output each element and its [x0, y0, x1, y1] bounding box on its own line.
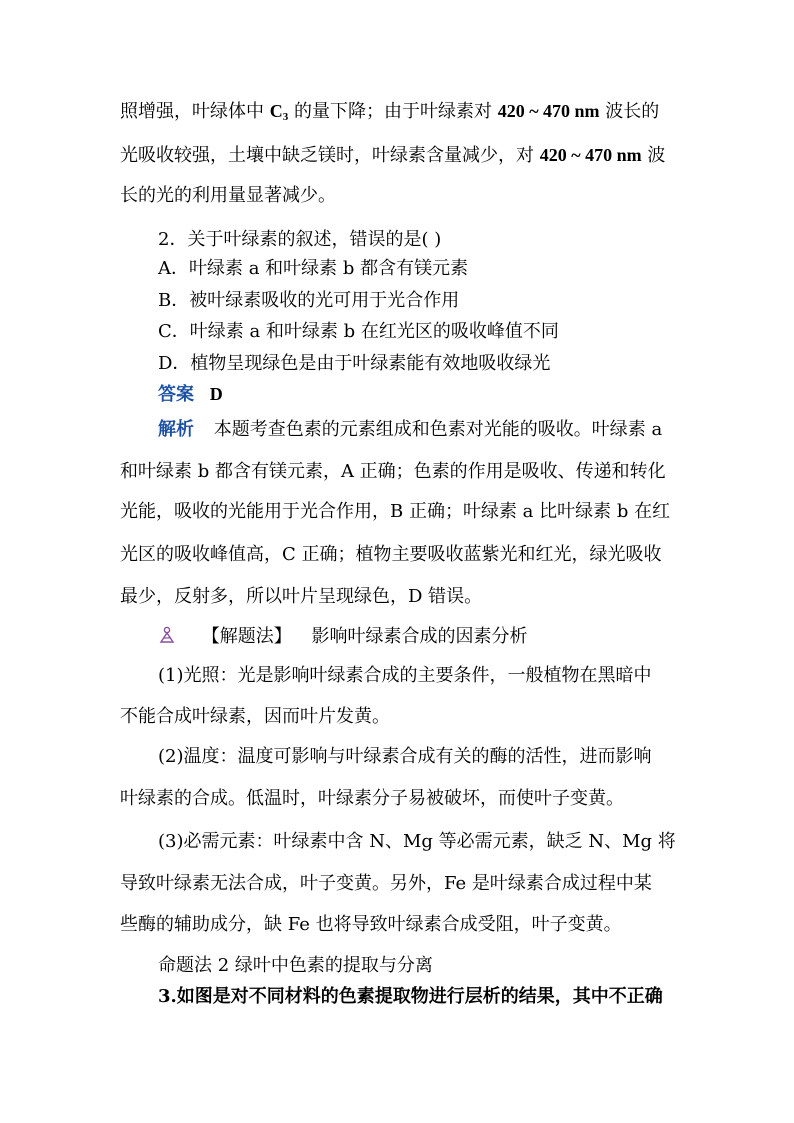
question-3-line: 3.如图是对不同材料的色素提取物进行层析的结果，其中不正确: [158, 986, 663, 1007]
question-2-stem: 2．关于叶绿素的叙述，错误的是( ): [158, 229, 442, 250]
method-icon: [158, 626, 176, 644]
method-p2-line-1: (2)温度：温度可影响与叶绿素合成有关的酶的活性，进而影响: [158, 746, 652, 767]
method-p3-line-1: (3)必需元素：叶绿素中含 N、Mg 等必需元素，缺乏 N、Mg 将: [158, 831, 676, 852]
text: 波: [641, 145, 666, 166]
section-2-title: 命题法 2 绿叶中色素的提取与分离: [158, 955, 433, 976]
method-title: [158, 625, 527, 649]
c3-symbol: C: [269, 101, 283, 121]
analysis-label: 解析: [158, 419, 194, 440]
option-b: B．被叶绿素吸收的光可用于光合作用: [158, 290, 460, 311]
text: 照增强，叶绿体中: [120, 101, 270, 122]
c3-subscript: 3: [282, 111, 289, 123]
analysis-line-2: 和叶绿素 b 都含有镁元素，A 正确；色素的作用是吸收、传递和转化: [120, 461, 666, 482]
option-a: A．叶绿素 a 和叶绿素 b 都含有镁元素: [158, 258, 469, 279]
method-p3-line-3: 些酶的辅助成分，缺 Fe 也将导致叶绿素合成受阻，叶子变黄。: [120, 914, 622, 935]
text: 波长的: [599, 101, 660, 122]
option-d: D．植物呈现绿色是由于叶绿素能有效地吸收绿光: [158, 353, 551, 374]
option-c: C．叶绿素 a 和叶绿素 b 在红光区的吸收峰值不同: [158, 321, 559, 342]
method-p2-line-2: 叶绿素的合成。低温时，叶绿素分子易被破坏，而使叶子变黄。: [120, 788, 624, 809]
method-p1-line-1: (1)光照：光是影响叶绿素合成的主要条件，一般植物在黑暗中: [158, 665, 652, 686]
method-title-text: 影响叶绿素合成的因素分析: [311, 626, 528, 647]
intro-line-3: 长的光的利用量显著减少。: [120, 185, 336, 206]
answer-label: 答案: [158, 384, 194, 405]
text: 的量下降；由于叶绿素对: [288, 101, 498, 122]
intro-line-1: [120, 99, 659, 129]
wavelength-range: 420 ~ 470 nm: [539, 145, 642, 165]
analysis-line-1: [158, 418, 662, 442]
method-p3-line-2: 导致叶绿素无法合成，叶子变黄。另外，Fe 是叶绿素合成过程中某: [120, 873, 652, 894]
method-p1-line-2: 不能合成叶绿素，因而叶片发黄。: [120, 706, 390, 727]
analysis-line-5: 最少，反射多，所以叶片呈现绿色，D 错误。: [120, 586, 483, 607]
text: 光吸收较强，土壤中缺乏镁时，叶绿素含量减少，对: [120, 145, 540, 166]
analysis-line-4: 光区的吸收峰值高，C 正确；植物主要吸收蓝紫光和红光，绿光吸收: [120, 544, 662, 565]
method-title-bracket: 【解题法】: [201, 626, 292, 647]
analysis-line-3: 光能，吸收的光能用于光合作用，B 正确；叶绿素 a 比叶绿素 b 在红: [120, 501, 671, 522]
analysis-text: 本题考查色素的元素组成和色素对光能的吸收。叶绿素 a: [213, 419, 663, 440]
wavelength-range: 420 ~ 470 nm: [497, 101, 600, 121]
intro-line-2: [120, 143, 665, 168]
answer-line: [158, 382, 223, 407]
answer-value: D: [209, 384, 223, 404]
